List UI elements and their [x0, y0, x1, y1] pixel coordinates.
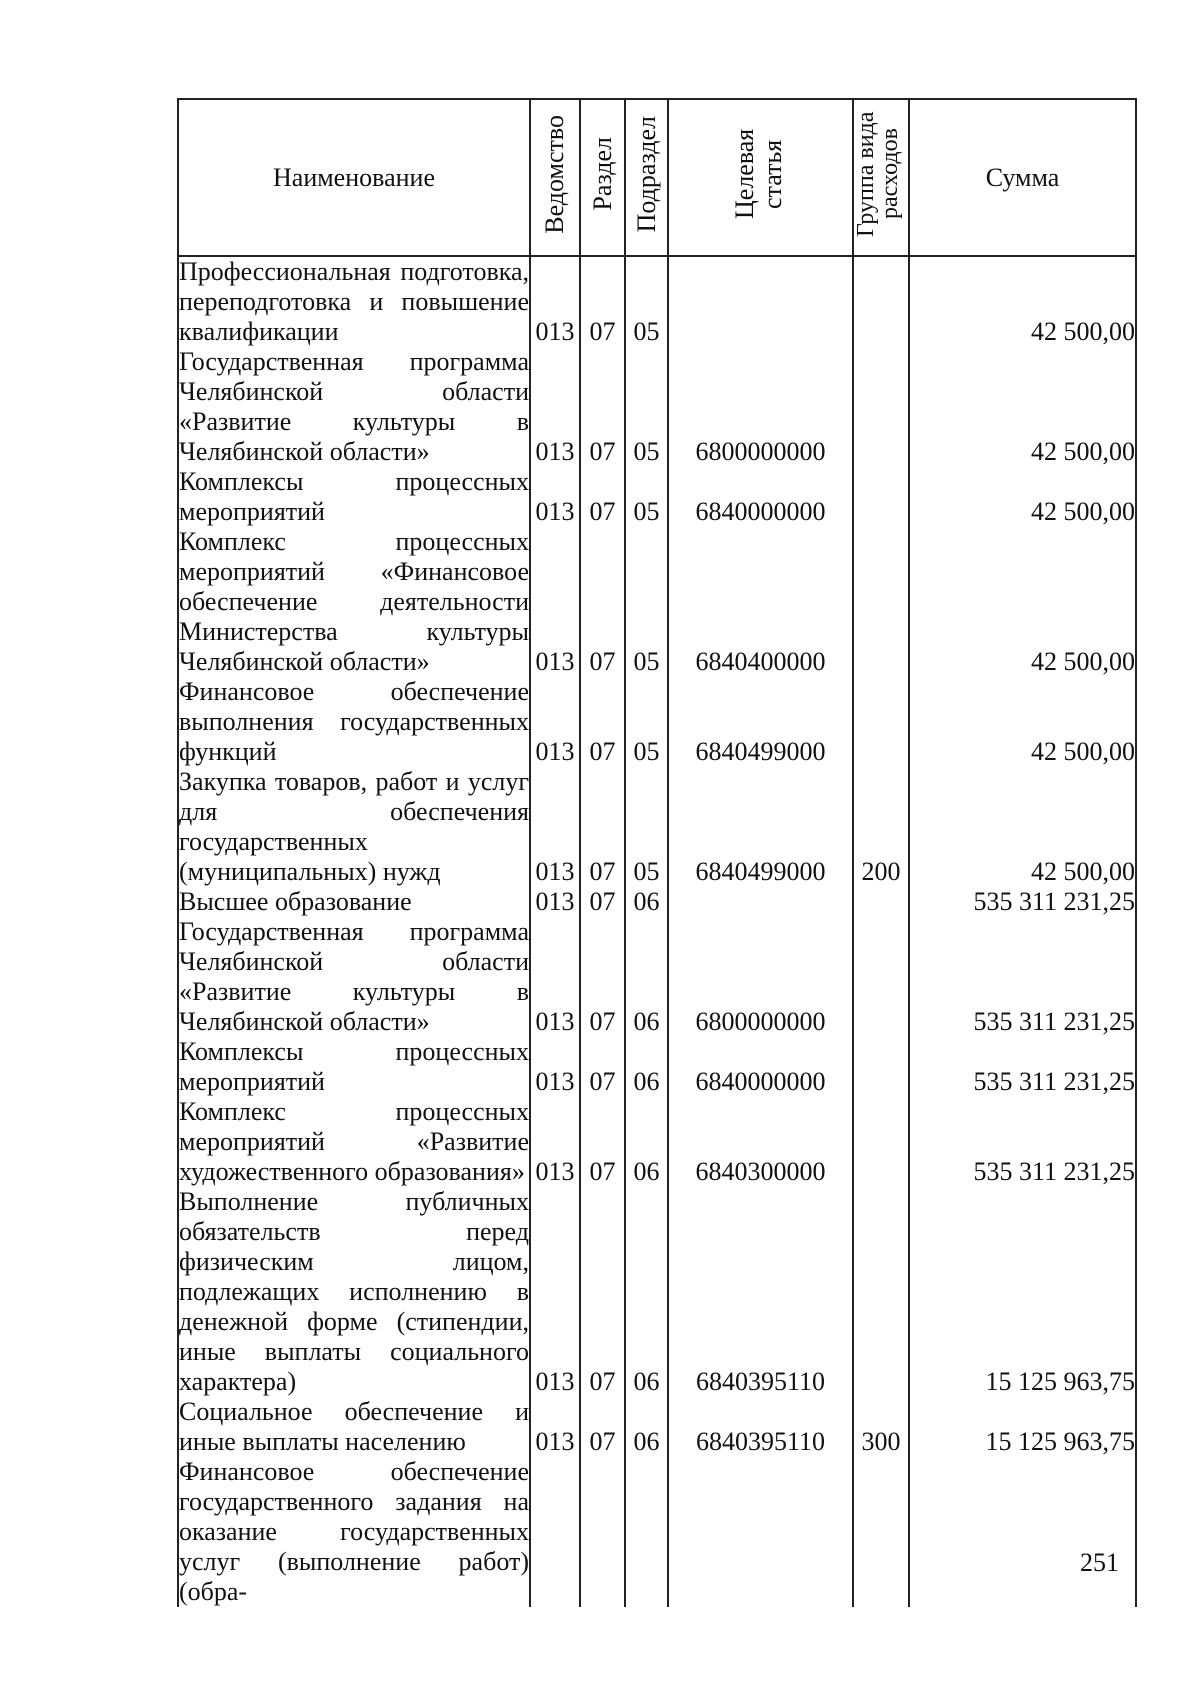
row-razdel-cell: 07 [580, 1097, 625, 1187]
row-gruppa-cell [853, 1187, 909, 1397]
table-row [178, 767, 1136, 887]
row-razdel-cell [580, 1457, 625, 1607]
row-celevaya-cell: 6840499000 [668, 767, 853, 887]
row-podrazdel-cell: 06 [625, 1097, 668, 1187]
row-razdel-cell: 07 [580, 1187, 625, 1397]
row-celevaya-cell [668, 887, 853, 917]
row-razdel-cell: 07 [580, 1037, 625, 1097]
row-gruppa-cell [853, 1037, 909, 1097]
table-row [178, 917, 1136, 1037]
header-podrazdel: Подраздел [625, 99, 668, 256]
row-name-cell: Финансовое обеспечение государственного задания на оказание государственных услуг (выполнение работ) (обра- [179, 1457, 529, 1606]
row-gruppa-cell [853, 527, 909, 677]
row-summa-cell: 42 500,00 [909, 467, 1136, 527]
row-vedomstvo-cell: 013 [530, 1187, 580, 1397]
table-row [178, 1397, 1136, 1457]
row-gruppa-cell [853, 677, 909, 767]
row-razdel-cell: 07 [580, 767, 625, 887]
table-row [178, 347, 1136, 467]
row-name-cell: Комплекс процессных мероприятий «Развитие художественного образования» [179, 1097, 529, 1186]
row-vedomstvo-cell: 013 [530, 887, 580, 917]
table-row [178, 467, 1136, 527]
row-summa-cell: 535 311 231,25 [909, 1097, 1136, 1187]
row-podrazdel-cell: 05 [625, 527, 668, 677]
row-celevaya-cell: 6840000000 [668, 1037, 853, 1097]
row-podrazdel-cell: 06 [625, 1187, 668, 1397]
row-vedomstvo-cell: 013 [530, 917, 580, 1037]
table-row [178, 677, 1136, 767]
row-gruppa-cell [853, 1097, 909, 1187]
row-celevaya-cell: 6840395110 [668, 1187, 853, 1397]
row-summa-cell: 42 500,00 [909, 677, 1136, 767]
row-podrazdel-cell [625, 1457, 668, 1607]
row-podrazdel-cell: 06 [625, 917, 668, 1037]
row-summa-cell: 535 311 231,25 [909, 917, 1136, 1037]
row-summa-cell: 535 311 231,25 [909, 887, 1136, 917]
row-celevaya-cell: 6800000000 [668, 347, 853, 467]
row-summa-cell: 42 500,00 [909, 347, 1136, 467]
row-gruppa-cell [853, 256, 909, 347]
row-vedomstvo-cell: 013 [530, 1397, 580, 1457]
row-name-cell: Профессиональная подготовка, переподготовка и повышение квалификации [179, 257, 529, 346]
row-summa-cell: 15 125 963,75 [909, 1187, 1136, 1397]
row-summa-cell: 42 500,00 [909, 527, 1136, 677]
table-header-row [178, 99, 1136, 256]
row-razdel-cell: 07 [580, 677, 625, 767]
row-vedomstvo-cell: 013 [530, 467, 580, 527]
row-vedomstvo-cell: 013 [530, 527, 580, 677]
header-razdel: Раздел [580, 99, 625, 256]
row-celevaya-cell: 6800000000 [668, 917, 853, 1037]
row-razdel-cell: 07 [580, 1397, 625, 1457]
row-name-cell: Государственная программа Челябинской области «Развитие культуры в Челябинской области» [179, 347, 529, 466]
row-summa-cell: 15 125 963,75 [909, 1397, 1136, 1457]
row-vedomstvo-cell: 013 [530, 677, 580, 767]
row-razdel-cell: 07 [580, 887, 625, 917]
row-podrazdel-cell: 05 [625, 767, 668, 887]
header-vedomstvo: Ведомство [530, 99, 580, 256]
table-row [178, 887, 1136, 917]
row-podrazdel-cell: 06 [625, 1037, 668, 1097]
page-number: 251 [1080, 1548, 1119, 1577]
row-gruppa-cell [853, 887, 909, 917]
row-gruppa-cell [853, 347, 909, 467]
row-celevaya-cell: 6840000000 [668, 467, 853, 527]
row-summa-cell: 535 311 231,25 [909, 1037, 1136, 1097]
row-razdel-cell: 07 [580, 256, 625, 347]
row-razdel-cell: 07 [580, 467, 625, 527]
row-podrazdel-cell: 06 [625, 1397, 668, 1457]
row-gruppa-cell [853, 1457, 909, 1607]
row-gruppa-cell: 300 [853, 1397, 909, 1457]
table-row [178, 1097, 1136, 1187]
row-vedomstvo-cell [530, 1457, 580, 1607]
row-celevaya-cell: 6840400000 [668, 527, 853, 677]
row-name-cell: Комплексы процессных мероприятий [179, 1037, 529, 1096]
row-name-cell: Выполнение публичных обязательств перед физическим лицом, подлежащих исполнению в денежной форме (стипендии, иные выплаты социального характера) [179, 1187, 529, 1396]
row-name-cell: Финансовое обеспечение выполнения государственных функций [179, 677, 529, 766]
row-vedomstvo-cell: 013 [530, 347, 580, 467]
row-gruppa-cell [853, 917, 909, 1037]
row-podrazdel-cell: 05 [625, 347, 668, 467]
row-name-cell: Социальное обеспечение и иные выплаты населению [179, 1397, 529, 1456]
row-podrazdel-cell: 05 [625, 256, 668, 347]
table-row [178, 256, 1136, 347]
row-summa-cell: 42 500,00 [909, 256, 1136, 347]
row-summa-cell [909, 1457, 1136, 1607]
row-vedomstvo-cell: 013 [530, 256, 580, 347]
row-razdel-cell: 07 [580, 917, 625, 1037]
row-gruppa-cell [853, 467, 909, 527]
row-podrazdel-cell: 05 [625, 677, 668, 767]
header-gruppa: Группа вида расходов [853, 99, 909, 256]
table-row [178, 1187, 1136, 1397]
header-name: Наименование [178, 99, 530, 256]
row-name-cell: Высшее образование [178, 887, 530, 917]
row-summa-cell: 42 500,00 [909, 767, 1136, 887]
row-celevaya-cell: 6840395110 [668, 1397, 853, 1457]
table-row [178, 1457, 1136, 1607]
row-razdel-cell: 07 [580, 347, 625, 467]
budget-table [177, 98, 1137, 1607]
row-vedomstvo-cell: 013 [530, 767, 580, 887]
row-name-cell: Комплексы процессных мероприятий [179, 467, 529, 526]
table-row [178, 1037, 1136, 1097]
header-summa: Сумма [909, 99, 1136, 256]
row-celevaya-cell [668, 1457, 853, 1607]
row-name-cell: Государственная программа Челябинской области «Развитие культуры в Челябинской области» [179, 917, 529, 1036]
row-celevaya-cell [668, 256, 853, 347]
row-celevaya-cell: 6840300000 [668, 1097, 853, 1187]
row-gruppa-cell: 200 [853, 767, 909, 887]
row-vedomstvo-cell: 013 [530, 1037, 580, 1097]
row-podrazdel-cell: 05 [625, 467, 668, 527]
row-name-cell: Закупка товаров, работ и услуг для обеспечения государственных (муниципальных) нужд [179, 767, 529, 886]
row-razdel-cell: 07 [580, 527, 625, 677]
row-name-cell: Комплекс процессных мероприятий «Финансовое обеспечение деятельности Министерства культуры Челябинской области» [179, 527, 529, 676]
header-celevaya: Целевая статья [668, 99, 853, 256]
table-row [178, 527, 1136, 677]
row-vedomstvo-cell: 013 [530, 1097, 580, 1187]
row-celevaya-cell: 6840499000 [668, 677, 853, 767]
row-podrazdel-cell: 06 [625, 887, 668, 917]
